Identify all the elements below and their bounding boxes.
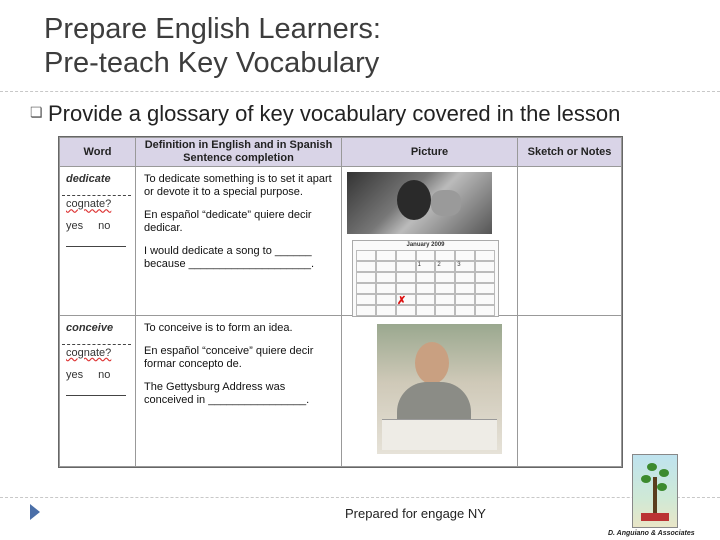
- header-notes: Sketch or Notes: [518, 138, 622, 167]
- yes-no-options: yes no: [66, 369, 111, 382]
- sentence-completion: The Gettysburg Address was conceived in ________________.: [144, 381, 310, 407]
- definition-cell: [136, 316, 342, 467]
- man-photo: [377, 324, 502, 454]
- title-divider: [0, 91, 720, 92]
- header-picture: Picture: [342, 138, 518, 167]
- divider: [62, 195, 131, 196]
- notes-cell[interactable]: [518, 167, 622, 316]
- header-definition: Definition in English and in Spanish Sentence completion: [136, 138, 342, 167]
- title-line-2: Pre-teach Key Vocabulary: [44, 47, 380, 79]
- calendar-image: January 2009 1 2 3 ✗: [352, 240, 499, 317]
- word-cell: [60, 316, 136, 467]
- yes-no-options: yes no: [66, 220, 111, 233]
- notes-cell[interactable]: [518, 316, 622, 467]
- definition-english: To conceive is to form an idea.: [144, 322, 293, 335]
- next-arrow-icon[interactable]: [30, 504, 40, 520]
- calendar-title: January 2009: [406, 242, 445, 249]
- tree-logo: [632, 454, 678, 528]
- footer-divider: [0, 497, 720, 498]
- picture-cell: [342, 167, 518, 316]
- answer-blank: [66, 387, 126, 396]
- answer-blank: [66, 238, 126, 247]
- word-cell: [60, 167, 136, 316]
- picture-cell: [342, 316, 518, 467]
- footer-text: Prepared for engage NY: [345, 506, 486, 521]
- bullet-icon: ❏: [30, 104, 43, 120]
- table-row: [60, 316, 622, 467]
- cognate-label: cognate?: [66, 198, 112, 211]
- definition-spanish: En español “dedicate” quiere decir dedicar.: [144, 209, 312, 235]
- logo-credit: D. Anguiano & Associates: [608, 530, 695, 537]
- vocab-word: dedicate: [66, 173, 111, 186]
- definition-english: To dedicate something is to set it apart or devote it to a special purpose.: [144, 173, 332, 199]
- vocab-word: conceive: [66, 322, 114, 335]
- table-row: [60, 167, 622, 316]
- cross-mark-icon: ✗: [397, 295, 407, 308]
- definition-cell: [136, 167, 342, 316]
- bullet-text: Provide a glossary of key vocabulary covered in the lesson: [48, 101, 621, 126]
- speaker-photo: [347, 172, 492, 234]
- title-line-1: Prepare English Learners:: [44, 13, 381, 45]
- sentence-completion: I would dedicate a song to ______ because ____________________.: [144, 245, 315, 271]
- slide-title: [44, 12, 684, 80]
- divider: [62, 344, 131, 345]
- definition-spanish: En español “conceive” quiere decir formar concepto de.: [144, 345, 314, 371]
- glossary-table: [58, 136, 623, 468]
- header-word: Word: [60, 138, 136, 167]
- cognate-label: cognate?: [66, 347, 112, 360]
